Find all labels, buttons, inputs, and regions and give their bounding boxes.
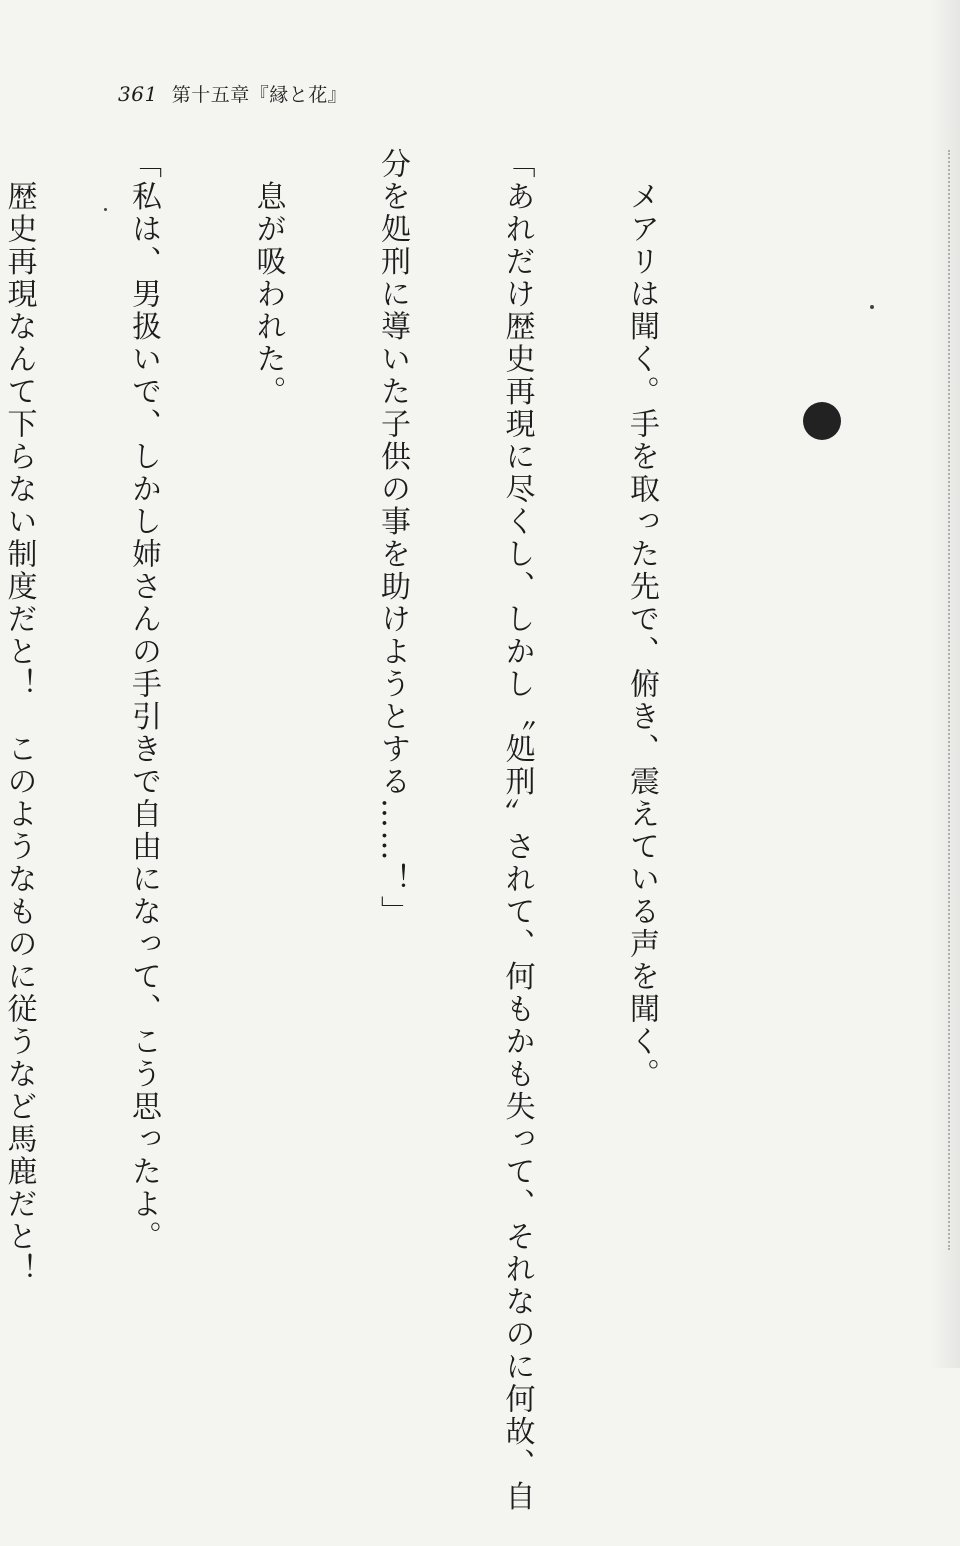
body-text (1, 148, 745, 1513)
ink-speck (870, 305, 874, 309)
text-line: 息が吸われた。 (250, 148, 286, 408)
page-number: 361 (118, 82, 158, 106)
running-header (118, 80, 347, 107)
text-line: 分を処刑に導いた子供の事を助けようとする……！」 (375, 148, 410, 928)
chapter-title: 第十五章『縁と花』 (171, 84, 348, 106)
text-line: 「私は、男扱いで、しかし姉さんの手引きで自由になって、こう思ったよ。 (126, 148, 161, 1253)
text-line: 歴史再現なんて下らない制度だと！ このようなものに従うなど馬鹿だと！ (1, 148, 37, 1286)
ink-dot (803, 402, 841, 440)
scan-binding-marks (934, 150, 950, 1250)
text-line: 「あれだけ歴史再現に尽くし、しかし〝処刑〟されて、何もかも失って、それなのに何故、自 (499, 148, 535, 1513)
text-line: メアリは聞く。手を取った先で、俯き、震えている声を聞く。 (624, 148, 659, 1091)
